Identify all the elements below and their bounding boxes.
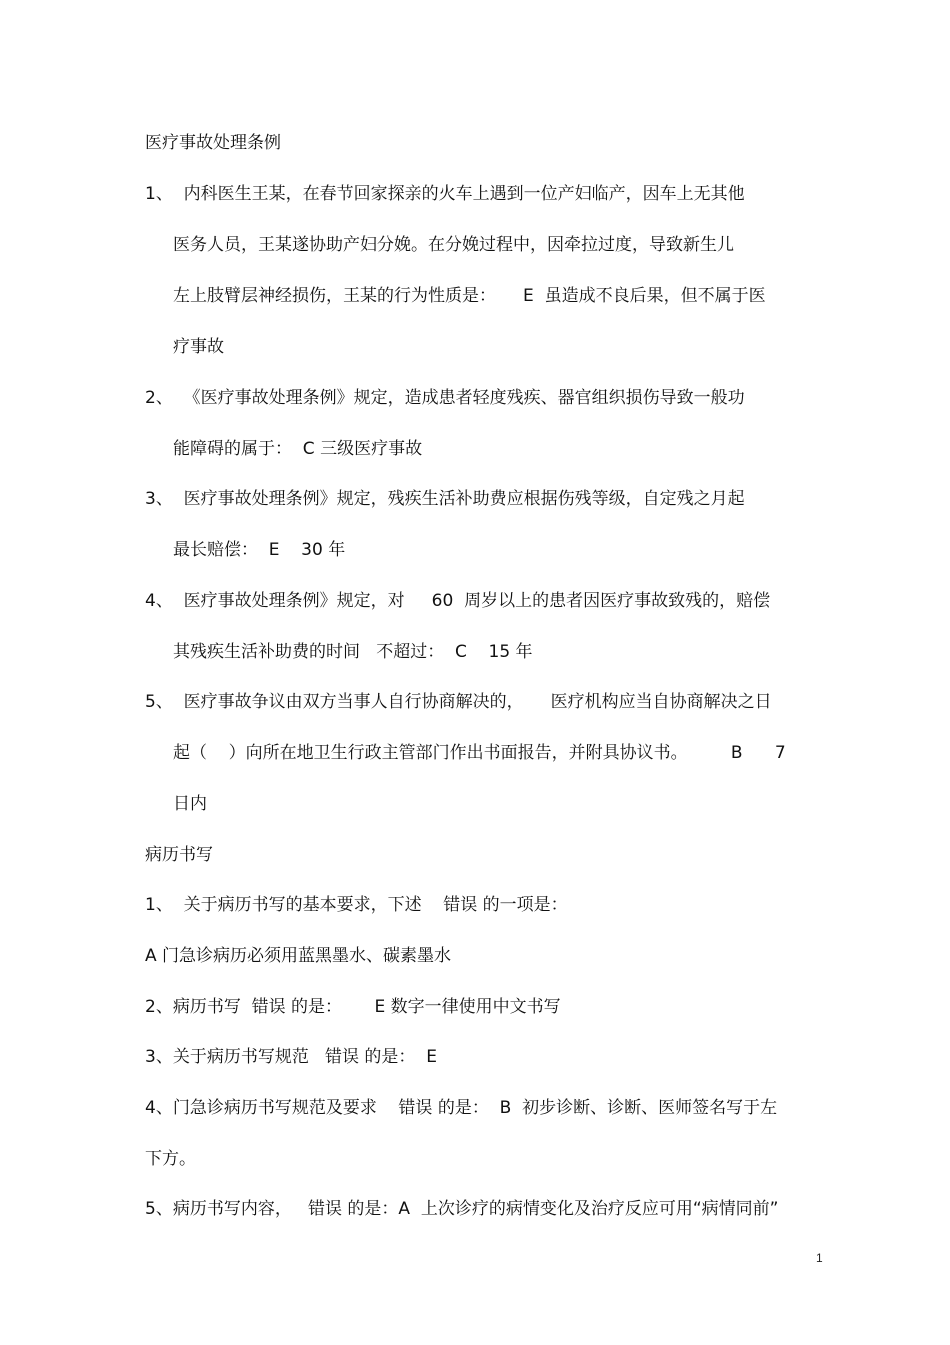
q5-line-1: 5、 医疗事故争议由双方当事人自行协商解决的， 医疗机构应当自协商解决之日 <box>145 692 772 712</box>
r2-line: 2、病历书写 错误 的是： E 数字一律使用中文书写 <box>145 997 561 1017</box>
q2-line-2: 能障碍的属于： C 三级医疗事故 <box>173 439 423 459</box>
page-number: 1 <box>816 1251 823 1265</box>
q1-line-2: 医务人员，王某遂协助产妇分娩。在分娩过程中，因牵拉过度，导致新生儿 <box>173 235 734 255</box>
r1-line-1: 1、 关于病历书写的基本要求，下述 错误 的一项是： <box>145 895 568 915</box>
q1-line-3: 左上肢臂层神经损伤，王某的行为性质是： E 虽造成不良后果，但不属于医 <box>173 286 766 306</box>
q5-line-2: 起（ ）向所在地卫生行政主管部门作出书面报告，并附具协议书。 B 7 <box>173 743 786 763</box>
r5-line: 5、病历书写内容， 错误 的是：A 上次诊疗的病情变化及治疗反应可用“病情同前” <box>145 1199 779 1219</box>
r1-answer: A 门急诊病历必须用蓝黑墨水、碳素墨水 <box>145 946 452 966</box>
q4-line-2: 其残疾生活补助费的时间 不超过： C 15 年 <box>173 642 533 662</box>
q5-line-3: 日内 <box>173 794 207 814</box>
section-title-medical-records: 病历书写 <box>145 845 213 865</box>
q4-line-1: 4、 医疗事故处理条例》规定，对 60 周岁以上的患者因医疗事故致残的，赔偿 <box>145 591 771 611</box>
r4-line-2: 下方。 <box>145 1149 196 1169</box>
q2-line-1: 2、 《医疗事故处理条例》规定，造成患者轻度残疾、器官组织损伤导致一般功 <box>145 388 745 408</box>
section-title-medical-accident: 医疗事故处理条例 <box>145 133 281 153</box>
r4-line-1: 4、门急诊病历书写规范及要求 错误 的是： B 初步诊断、诊断、医师签名写于左 <box>145 1098 778 1118</box>
q1-line-1: 1、 内科医生王某，在春节回家探亲的火车上遇到一位产妇临产，因车上无其他 <box>145 184 745 204</box>
r3-line: 3、关于病历书写规范 错误 的是： E <box>145 1047 437 1067</box>
q1-line-4: 疗事故 <box>173 337 224 357</box>
q3-line-2: 最长赔偿： E 30 年 <box>173 540 346 560</box>
q3-line-1: 3、 医疗事故处理条例》规定，残疾生活补助费应根据伤残等级，自定残之月起 <box>145 489 745 509</box>
